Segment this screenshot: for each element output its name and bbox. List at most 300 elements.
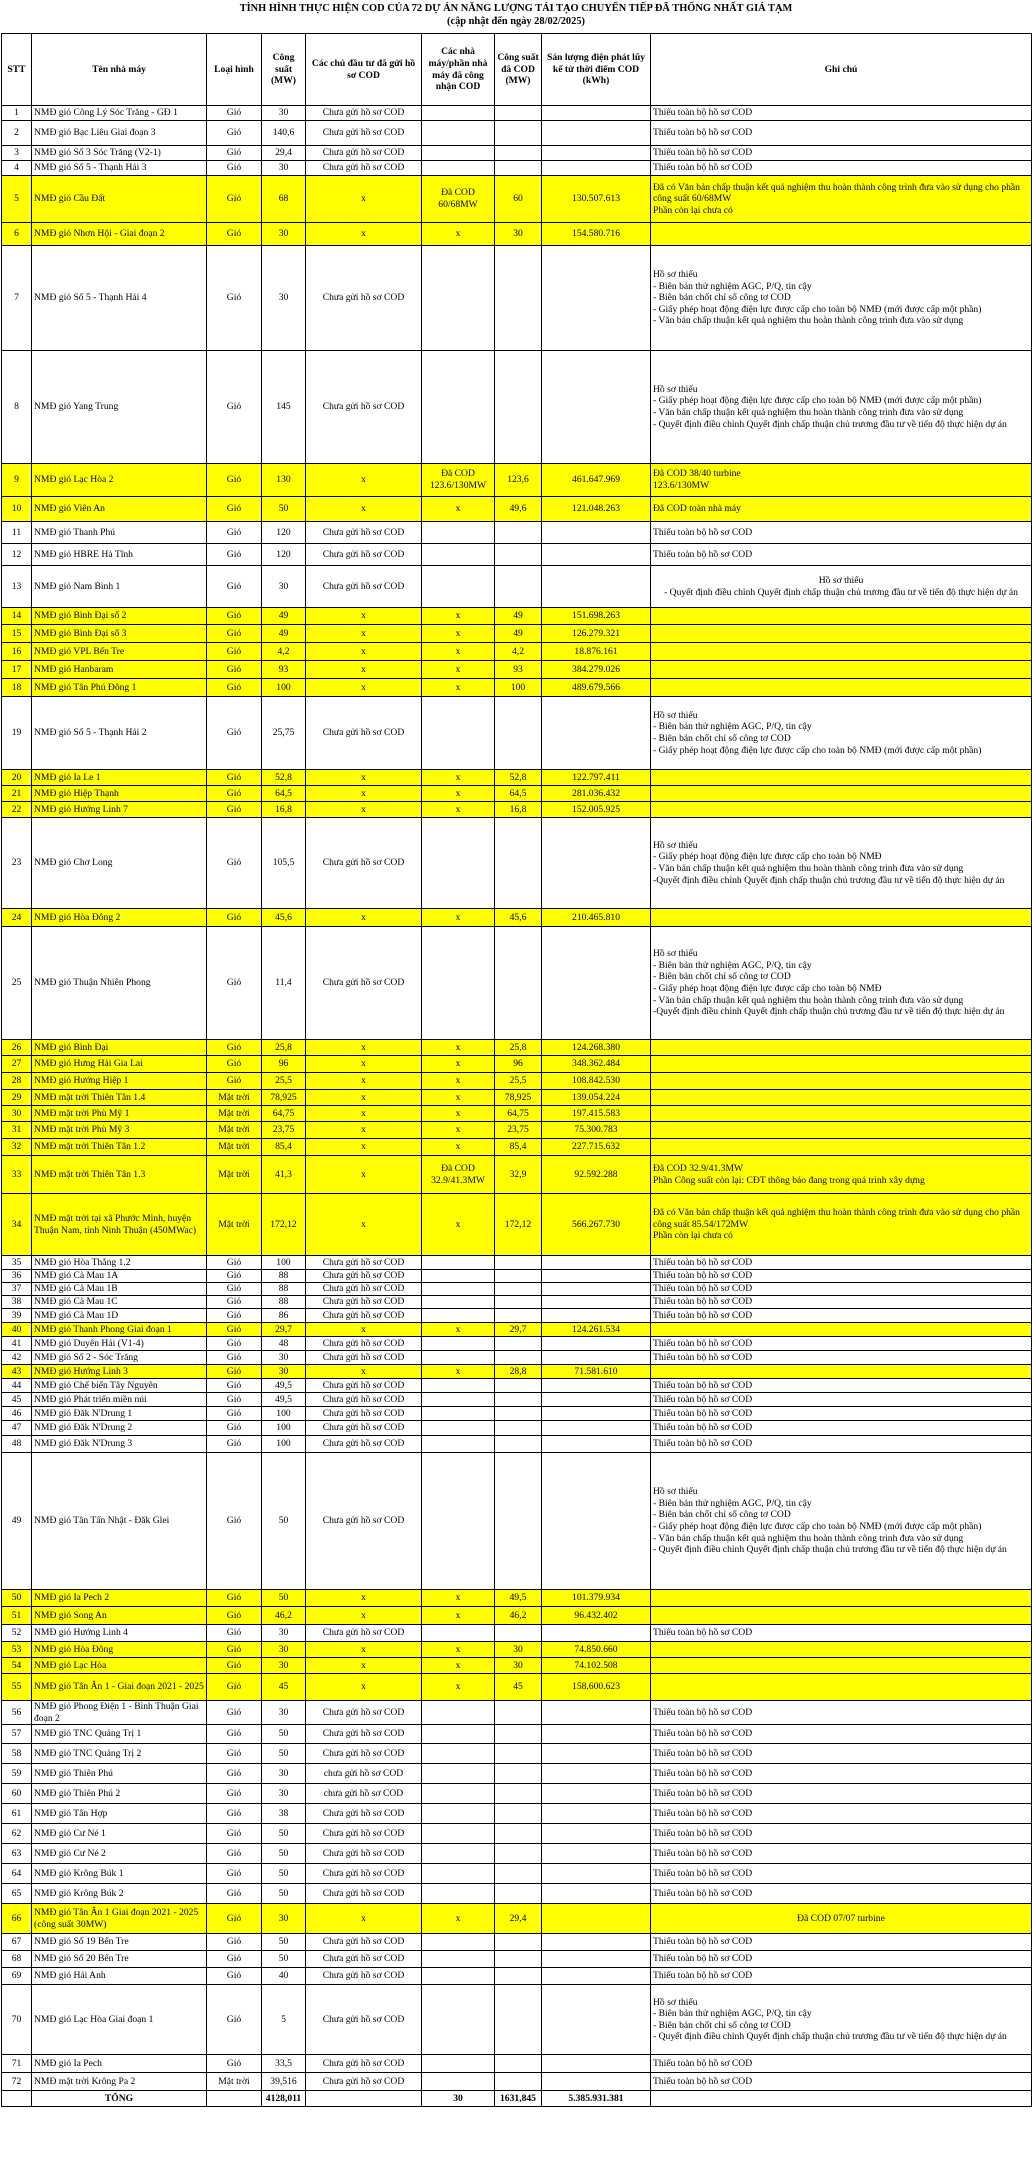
row-energy: 348.362.484: [542, 1056, 651, 1073]
row-energy: [542, 1351, 651, 1365]
row-energy: [542, 1407, 651, 1421]
row-type: Gió: [207, 1270, 262, 1283]
row-stt: 32: [2, 1139, 32, 1156]
table-row: [2, 909, 1032, 927]
row-capacity: 16,8: [262, 802, 306, 818]
row-investor: x: [306, 176, 422, 223]
row-cod-capacity: 85,4: [495, 1139, 542, 1156]
table-row: [2, 1674, 1032, 1701]
row-energy: 461.647.969: [542, 464, 651, 497]
row-cod-capacity: [495, 106, 542, 121]
row-name: NMĐ gió Hiệp Thạnh: [32, 786, 207, 802]
row-investor: x: [306, 608, 422, 625]
row-stt: 60: [2, 1784, 32, 1804]
row-approved: [422, 1864, 495, 1884]
row-type: Gió: [207, 643, 262, 661]
row-approved: x: [422, 223, 495, 246]
row-energy: [542, 1864, 651, 1884]
table-row: [2, 1824, 1032, 1844]
table-row: [2, 1393, 1032, 1407]
row-name: NMĐ gió Ia Le 1: [32, 770, 207, 786]
row-investor: x: [306, 786, 422, 802]
row-stt: 24: [2, 909, 32, 927]
total-label: TỔNG: [32, 2091, 207, 2107]
row-note: [651, 1323, 1032, 1337]
row-type: Gió: [207, 464, 262, 497]
row-type: Gió: [207, 1784, 262, 1804]
row-name: NMĐ mặt trời Thiên Tân 1.2: [32, 1139, 207, 1156]
row-energy: [542, 1934, 651, 1951]
row-type: Gió: [207, 1744, 262, 1764]
row-name: NMĐ mặt trời Thiên Tân 1.4: [32, 1090, 207, 1106]
row-name: NMĐ gió Số 3 Sóc Trăng (V2-1): [32, 146, 207, 161]
row-investor: Chưa gửi hồ sơ COD: [306, 1701, 422, 1725]
row-cod-capacity: [495, 522, 542, 544]
table-row: [2, 1642, 1032, 1658]
row-note: Thiếu toàn bộ hồ sơ COD: [651, 2073, 1032, 2091]
row-stt: 5: [2, 176, 32, 223]
row-stt: 8: [2, 351, 32, 464]
row-stt: 36: [2, 1270, 32, 1283]
row-cod-capacity: 123,6: [495, 464, 542, 497]
table-row: [2, 1784, 1032, 1804]
row-note: Thiếu toàn bộ hồ sơ COD: [651, 1296, 1032, 1309]
row-energy: [542, 927, 651, 1040]
row-capacity: 30: [262, 1701, 306, 1725]
row-capacity: 130: [262, 464, 306, 497]
table-row: [2, 679, 1032, 697]
row-note: Đã có Văn bản chấp thuận kết quả nghiệm thu hoàn thành công trình đưa vào sử dụng cho phần công suất 85.54/172MW Phần còn lại chưa có: [651, 1194, 1032, 1256]
row-approved: x: [422, 1139, 495, 1156]
row-capacity: 11,4: [262, 927, 306, 1040]
row-capacity: 23,75: [262, 1122, 306, 1139]
total-count: 30: [422, 2091, 495, 2107]
row-stt: 19: [2, 697, 32, 770]
row-investor: x: [306, 1194, 422, 1256]
row-capacity: 30: [262, 246, 306, 351]
row-note: Đã COD 32.9/41.3MW Phần Công suất còn lại: CĐT thông báo đang trong quá trình xây dựng: [651, 1156, 1032, 1194]
total-capacity: 4128,011: [262, 2091, 306, 2107]
row-note: [651, 1642, 1032, 1658]
row-note: Thiếu toàn bộ hồ sơ COD: [651, 522, 1032, 544]
row-approved: [422, 2073, 495, 2091]
row-stt: 39: [2, 1309, 32, 1323]
row-type: Mặt trời: [207, 1122, 262, 1139]
row-investor: Chưa gửi hồ sơ COD: [306, 246, 422, 351]
row-capacity: 46,2: [262, 1607, 306, 1625]
row-note: Đã có Văn bản chấp thuận kết quả nghiệm thu hoàn thành công trình đưa vào sử dụng cho phần công suất 60/68MW Phần còn lại chưa có: [651, 176, 1032, 223]
row-stt: 38: [2, 1296, 32, 1309]
row-type: Gió: [207, 661, 262, 679]
row-note: Hồ sơ thiếu - Biên bản thử nghiệm AGC, P/Q, tin cậy - Biên bản chốt chỉ số công tơ COD - Giấy phép hoạt động điện lực được cấp cho toàn bộ NMĐ (mới được cấp một phần) - Văn bản chấp thuận kết quả nghiệm thu hoàn thành công trình đưa vào sử dụng - Quyết định điều chỉnh Quyết định chấp thuận chủ trương đầu tư về tiến độ thực hiện dự án: [651, 1453, 1032, 1590]
table-row: [2, 1139, 1032, 1156]
row-capacity: 29,4: [262, 146, 306, 161]
row-investor: Chưa gửi hồ sơ COD: [306, 121, 422, 146]
row-energy: [542, 1393, 651, 1407]
row-name: NMĐ gió Tân Phú Đông 1: [32, 679, 207, 697]
row-capacity: 30: [262, 1764, 306, 1784]
row-cod-capacity: 28,8: [495, 1365, 542, 1379]
row-cod-capacity: [495, 1844, 542, 1864]
row-investor: Chưa gửi hồ sơ COD: [306, 1337, 422, 1351]
table-row: [2, 1379, 1032, 1393]
row-investor: x: [306, 1122, 422, 1139]
row-approved: [422, 1951, 495, 1968]
row-energy: [542, 1421, 651, 1436]
row-energy: 152.005.925: [542, 802, 651, 818]
row-type: Mặt trời: [207, 1194, 262, 1256]
row-type: Gió: [207, 497, 262, 522]
row-energy: [542, 818, 651, 909]
row-energy: 130.507.613: [542, 176, 651, 223]
row-approved: [422, 1270, 495, 1283]
header-approved: Các nhà máy/phần nhà máy đã công nhận COD: [422, 34, 495, 106]
row-approved: x: [422, 1073, 495, 1090]
row-stt: 31: [2, 1122, 32, 1139]
row-investor: Chưa gửi hồ sơ COD: [306, 1968, 422, 1985]
row-stt: 53: [2, 1642, 32, 1658]
row-investor: Chưa gửi hồ sơ COD: [306, 1985, 422, 2055]
row-energy: [542, 1904, 651, 1934]
row-cod-capacity: [495, 161, 542, 176]
row-energy: [542, 351, 651, 464]
row-stt: 71: [2, 2055, 32, 2073]
row-cod-capacity: [495, 1864, 542, 1884]
row-approved: Đã COD 60/68MW: [422, 176, 495, 223]
row-cod-capacity: 25,8: [495, 1040, 542, 1056]
row-energy: [542, 106, 651, 121]
row-capacity: 50: [262, 1884, 306, 1904]
table-row: [2, 1590, 1032, 1607]
row-approved: [422, 1296, 495, 1309]
row-note: Thiếu toàn bộ hồ sơ COD: [651, 544, 1032, 566]
row-name: NMĐ gió Cà Mau 1A: [32, 1270, 207, 1283]
table-row: [2, 351, 1032, 464]
row-type: Gió: [207, 2055, 262, 2073]
row-cod-capacity: [495, 1968, 542, 1985]
row-investor: x: [306, 1139, 422, 1156]
row-name: NMĐ gió Tân Tấn Nhật - Đăk Glei: [32, 1453, 207, 1590]
table-row: [2, 1194, 1032, 1256]
row-approved: [422, 522, 495, 544]
row-approved: [422, 121, 495, 146]
table-row: [2, 1453, 1032, 1590]
row-capacity: 85,4: [262, 1139, 306, 1156]
row-stt: 64: [2, 1864, 32, 1884]
table-row: [2, 1764, 1032, 1784]
row-cod-capacity: [495, 1337, 542, 1351]
row-cod-capacity: 30: [495, 1642, 542, 1658]
row-cod-capacity: [495, 1764, 542, 1784]
row-capacity: 140,6: [262, 121, 306, 146]
table-row: [2, 1337, 1032, 1351]
row-note: [651, 1139, 1032, 1156]
row-energy: 197.415.583: [542, 1106, 651, 1122]
row-cod-capacity: 16,8: [495, 802, 542, 818]
row-approved: [422, 1337, 495, 1351]
table-row: [2, 1073, 1032, 1090]
row-note: [651, 661, 1032, 679]
row-type: Gió: [207, 1804, 262, 1824]
row-investor: x: [306, 1040, 422, 1056]
row-note: Thiếu toàn bộ hồ sơ COD: [651, 1283, 1032, 1296]
row-stt: 7: [2, 246, 32, 351]
row-cod-capacity: 23,75: [495, 1122, 542, 1139]
row-type: Gió: [207, 246, 262, 351]
row-type: Gió: [207, 802, 262, 818]
row-energy: [542, 1951, 651, 1968]
row-capacity: 78,925: [262, 1090, 306, 1106]
row-approved: [422, 1764, 495, 1784]
row-investor: x: [306, 643, 422, 661]
row-capacity: 68: [262, 176, 306, 223]
row-stt: 42: [2, 1351, 32, 1365]
row-cod-capacity: [495, 1625, 542, 1642]
row-capacity: 49: [262, 608, 306, 625]
row-type: Gió: [207, 1642, 262, 1658]
row-capacity: 49,5: [262, 1379, 306, 1393]
row-type: Gió: [207, 1701, 262, 1725]
row-note: [651, 786, 1032, 802]
row-energy: [542, 161, 651, 176]
row-note: [651, 909, 1032, 927]
row-energy: [542, 146, 651, 161]
row-investor: x: [306, 1674, 422, 1701]
row-capacity: 30: [262, 1784, 306, 1804]
row-name: NMĐ gió Tân Hợp: [32, 1804, 207, 1824]
row-approved: x: [422, 679, 495, 697]
row-approved: x: [422, 1904, 495, 1934]
table-row: [2, 2073, 1032, 2091]
row-cod-capacity: 46,2: [495, 1607, 542, 1625]
row-name: NMĐ gió Tân Ân 1 - Giai đoạn 2021 - 2025: [32, 1674, 207, 1701]
row-stt: 14: [2, 608, 32, 625]
total-type-cell: [207, 2091, 262, 2107]
row-stt: 11: [2, 522, 32, 544]
row-investor: Chưa gửi hồ sơ COD: [306, 544, 422, 566]
row-capacity: 30: [262, 106, 306, 121]
row-stt: 62: [2, 1824, 32, 1844]
row-investor: x: [306, 1106, 422, 1122]
row-cod-capacity: 49,6: [495, 497, 542, 522]
row-note: [651, 1658, 1032, 1674]
row-energy: [542, 1283, 651, 1296]
table-row: [2, 661, 1032, 679]
row-approved: [422, 1985, 495, 2055]
table-row: [2, 1884, 1032, 1904]
row-energy: [542, 522, 651, 544]
row-investor: Chưa gửi hồ sơ COD: [306, 1744, 422, 1764]
table-row: [2, 1365, 1032, 1379]
row-stt: 6: [2, 223, 32, 246]
row-investor: Chưa gửi hồ sơ COD: [306, 1296, 422, 1309]
row-investor: x: [306, 1156, 422, 1194]
row-stt: 13: [2, 566, 32, 608]
row-note: Thiếu toàn bộ hồ sơ COD: [651, 106, 1032, 121]
row-cod-capacity: 30: [495, 1658, 542, 1674]
row-capacity: 33,5: [262, 2055, 306, 2073]
row-energy: 96.432.402: [542, 1607, 651, 1625]
row-note: Hồ sơ thiếu - Biên bản thử nghiệm AGC, P/Q, tin cậy - Biên bản chốt chỉ số công tơ COD - Giấy phép hoạt động điện lực được cấp cho toàn bộ NMĐ (mới được cấp một phần): [651, 697, 1032, 770]
row-stt: 61: [2, 1804, 32, 1824]
row-investor: x: [306, 679, 422, 697]
row-cod-capacity: [495, 1804, 542, 1824]
row-name: NMĐ gió Nhơn Hội - Giai đoạn 2: [32, 223, 207, 246]
total-cod-capacity: 1631,845: [495, 2091, 542, 2107]
row-capacity: 30: [262, 1625, 306, 1642]
row-energy: [542, 1309, 651, 1323]
row-energy: [542, 1985, 651, 2055]
row-approved: [422, 106, 495, 121]
row-approved: [422, 1824, 495, 1844]
row-approved: [422, 1701, 495, 1725]
table-row: [2, 818, 1032, 909]
row-stt: 52: [2, 1625, 32, 1642]
row-name: NMĐ gió Số 2 - Sóc Trăng: [32, 1351, 207, 1365]
row-stt: 56: [2, 1701, 32, 1725]
row-cod-capacity: [495, 1270, 542, 1283]
row-note: [651, 223, 1032, 246]
row-cod-capacity: [495, 1309, 542, 1323]
row-cod-capacity: 93: [495, 661, 542, 679]
row-note: Đã COD toàn nhà máy: [651, 497, 1032, 522]
row-name: NMĐ gió Hải Anh: [32, 1968, 207, 1985]
row-cod-capacity: [495, 1701, 542, 1725]
row-capacity: 96: [262, 1056, 306, 1073]
row-stt: 16: [2, 643, 32, 661]
row-name: NMĐ gió Bình Đại số 3: [32, 625, 207, 643]
row-cod-capacity: [495, 1256, 542, 1270]
row-stt: 58: [2, 1744, 32, 1764]
table-row: [2, 1122, 1032, 1139]
header-cod-capacity: Công suất đã COD (MW): [495, 34, 542, 106]
row-stt: 35: [2, 1256, 32, 1270]
row-energy: [542, 1701, 651, 1725]
row-capacity: 86: [262, 1309, 306, 1323]
row-type: Gió: [207, 1256, 262, 1270]
row-stt: 59: [2, 1764, 32, 1784]
row-investor: x: [306, 464, 422, 497]
row-capacity: 100: [262, 1256, 306, 1270]
row-investor: x: [306, 1590, 422, 1607]
row-stt: 26: [2, 1040, 32, 1056]
row-investor: x: [306, 909, 422, 927]
table-row: [2, 1804, 1032, 1824]
row-cod-capacity: 49: [495, 625, 542, 643]
row-capacity: 172,12: [262, 1194, 306, 1256]
row-energy: [542, 1884, 651, 1904]
table-row: [2, 1309, 1032, 1323]
row-approved: [422, 566, 495, 608]
row-type: Gió: [207, 1323, 262, 1337]
row-approved: x: [422, 1194, 495, 1256]
row-stt: 68: [2, 1951, 32, 1968]
row-type: Gió: [207, 1904, 262, 1934]
row-name: NMĐ gió TNC Quảng Trị 2: [32, 1744, 207, 1764]
row-type: Gió: [207, 161, 262, 176]
row-stt: 47: [2, 1421, 32, 1436]
row-type: Gió: [207, 786, 262, 802]
row-capacity: 105,5: [262, 818, 306, 909]
header-stt: STT: [2, 34, 32, 106]
row-note: Hồ sơ thiếu - Biên bản thử nghiệm AGC, P/Q, tin cậy - Biên bản chốt chỉ số công tơ COD - Giấy phép hoạt động điện lực được cấp cho toàn bộ NMĐ (mới được cấp một phần) - Văn bản chấp thuận kết quả nghiệm thu hoàn thành công trình đưa vào sử dụng: [651, 246, 1032, 351]
table-row: [2, 1407, 1032, 1421]
row-type: Gió: [207, 1674, 262, 1701]
row-note: Thiếu toàn bộ hồ sơ COD: [651, 1625, 1032, 1642]
row-capacity: 30: [262, 1642, 306, 1658]
row-type: Mặt trời: [207, 2073, 262, 2091]
row-energy: [542, 1625, 651, 1642]
row-cod-capacity: 29,4: [495, 1904, 542, 1934]
row-energy: 101.379.934: [542, 1590, 651, 1607]
row-approved: [422, 1379, 495, 1393]
row-note: [651, 1674, 1032, 1701]
row-energy: 74.102.508: [542, 1658, 651, 1674]
row-capacity: 30: [262, 223, 306, 246]
row-investor: Chưa gửi hồ sơ COD: [306, 1864, 422, 1884]
row-approved: [422, 1283, 495, 1296]
row-investor: Chưa gửi hồ sơ COD: [306, 927, 422, 1040]
row-capacity: 30: [262, 161, 306, 176]
row-type: Gió: [207, 1844, 262, 1864]
page-title: TÌNH HÌNH THỰC HIỆN COD CỦA 72 DỰ ÁN NĂNG LƯỢNG TÁI TẠO CHUYỂN TIẾP ĐÃ THỐNG NHẤT GIÁ TẠM: [239, 3, 793, 14]
row-name: NMĐ gió Lạc Hòa Giai đoạn 1: [32, 1985, 207, 2055]
row-note: Thiếu toàn bộ hồ sơ COD: [651, 1804, 1032, 1824]
row-name: NMĐ gió Ia Pech: [32, 2055, 207, 2073]
row-capacity: 29,7: [262, 1323, 306, 1337]
row-stt: 72: [2, 2073, 32, 2091]
row-investor: Chưa gửi hồ sơ COD: [306, 1824, 422, 1844]
table-row: [2, 1625, 1032, 1642]
total-note-cell: [651, 2091, 1032, 2107]
row-capacity: 25,8: [262, 1040, 306, 1056]
row-capacity: 64,75: [262, 1106, 306, 1122]
row-approved: [422, 161, 495, 176]
row-capacity: 50: [262, 1951, 306, 1968]
row-stt: 70: [2, 1985, 32, 2055]
row-type: Gió: [207, 927, 262, 1040]
row-cod-capacity: [495, 818, 542, 909]
row-approved: [422, 1256, 495, 1270]
table-row: [2, 1701, 1032, 1725]
row-type: Gió: [207, 1283, 262, 1296]
table-row: [2, 161, 1032, 176]
row-note: Hồ sơ thiếu - Biên bản thử nghiệm AGC, P/Q, tin cậy - Biên bản chốt chỉ số công tơ COD - Quyết định điều chỉnh Quyết định chấp thuận chủ trương đầu tư về tiến độ thực hiện dự án: [651, 1985, 1032, 2055]
row-note: Thiếu toàn bộ hồ sơ COD: [651, 1934, 1032, 1951]
row-approved: x: [422, 1323, 495, 1337]
row-name: NMĐ gió Chơ Long: [32, 818, 207, 909]
table-row: [2, 608, 1032, 625]
table-row: [2, 176, 1032, 223]
row-name: NMĐ gió Chế biến Tây Nguyên: [32, 1379, 207, 1393]
row-note: Đã COD 07/07 turbine: [651, 1904, 1032, 1934]
row-energy: [542, 1453, 651, 1590]
row-investor: Chưa gửi hồ sơ COD: [306, 146, 422, 161]
row-stt: 45: [2, 1393, 32, 1407]
row-note: [651, 1090, 1032, 1106]
row-capacity: 100: [262, 1421, 306, 1436]
table-row: [2, 1323, 1032, 1337]
row-type: Gió: [207, 1764, 262, 1784]
row-capacity: 30: [262, 1904, 306, 1934]
row-energy: 108.842.530: [542, 1073, 651, 1090]
row-note: Thiếu toàn bộ hồ sơ COD: [651, 2055, 1032, 2073]
row-stt: 10: [2, 497, 32, 522]
total-stt-cell: [2, 2091, 32, 2107]
row-stt: 1: [2, 106, 32, 121]
row-approved: x: [422, 1642, 495, 1658]
row-note: [651, 1607, 1032, 1625]
